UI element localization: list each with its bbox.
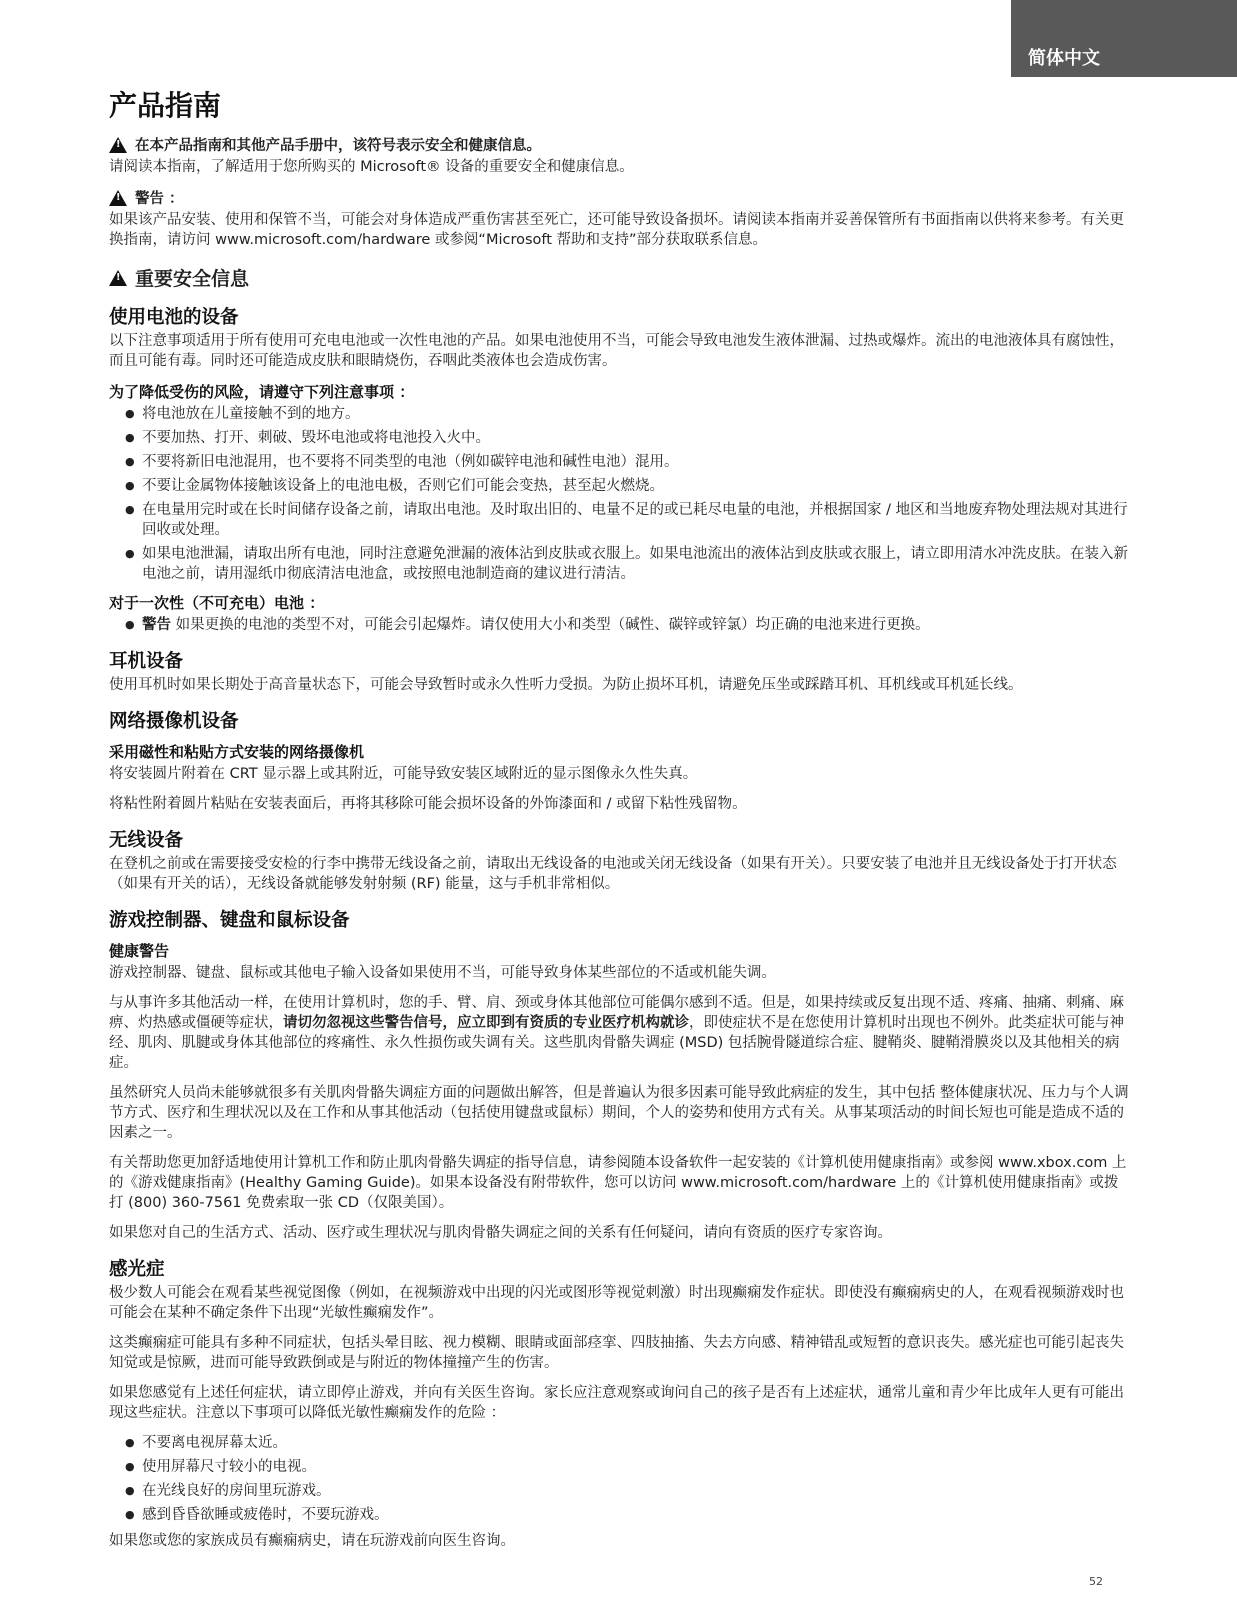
photo-text-1: 极少数人可能会在观看某些视觉图像（例如，在视频游戏中出现的闪光或图形等视觉刺激）时出现癫痫发作症状。即使没有癫痫病史的人，在观看视频游戏时也可能会在某种不确定条件下出现“光敏性癫痫发作”。	[109, 1285, 1124, 1321]
battery-text: 以下注意事项适用于所有使用可充电电池或一次性电池的产品。如果电池使用不当，可能会导致电池发生液体泄漏、过热或爆炸。流出的电池液体具有腐蚀性，而且可能有毒。同时还可能造成皮肤和眼睛烧伤，吞咽此类液体也会造成伤害。	[109, 333, 1124, 369]
gaming-heading: 游戏控制器、键盘和鼠标设备	[109, 910, 350, 931]
warning-icon	[109, 190, 127, 206]
warning-icon	[109, 137, 127, 153]
gaming-text-3: 虽然研究人员尚未能够就很多有关肌肉骨骼失调症方面的问题做出解答，但是普遍认为很多因素可能导致此病症的发生，其中包括 整体健康状况、压力与个人调节方式、医疗和生理状况以及在工作和从事其他活动（包括使用键盘或鼠标）期间，个人的姿势和使用方式有关。从事某项活动的时间长短也可能是造成不适的因素之一。	[109, 1085, 1129, 1141]
headset-text: 使用耳机时如果长期处于高音量状态下，可能会导致暂时或永久性听力受损。为防止损坏耳机，请避免压坐或踩踏耳机、耳机线或耳机延长线。	[109, 677, 1023, 693]
disposable-battery-heading: 对于一次性（不可充电）电池 ：	[109, 594, 325, 612]
webcam-heading: 网络摄像机设备	[109, 711, 239, 732]
intro-warning-text: 在本产品指南和其他产品手册中，该符号表示安全和健康信息。	[135, 138, 541, 154]
warning-label-line	[109, 187, 1129, 208]
health-warning-heading: 健康警告	[109, 942, 170, 960]
disposable-warning-label: 警告	[142, 617, 171, 633]
important-safety-label: 重要安全信息	[135, 268, 250, 290]
warning-icon	[109, 270, 127, 286]
list-item: ● 不要让金属物体接触该设备上的电池电极，否则它们可能会变热，甚至起火燃烧。	[125, 476, 1129, 496]
webcam-text-1: 将安装圆片附着在 CRT 显示器上或其附近，可能导致安装区域附近的显示图像永久性失真。	[109, 766, 698, 782]
page-number: 52	[1089, 1575, 1103, 1588]
headset-heading: 耳机设备	[109, 651, 184, 672]
list-item: ● 不要离电视屏幕太近。	[125, 1433, 1129, 1453]
wireless-heading: 无线设备	[109, 830, 184, 851]
photo-precautions-list	[109, 1433, 1129, 1525]
intro-text: 请阅读本指南，了解适用于您所购买的 Microsoft® 设备的重要安全和健康信息。	[109, 159, 634, 175]
list-item	[125, 615, 1129, 635]
wireless-text: 在登机之前或在需要接受安检的行李中携带无线设备之前，请取出无线设备的电池或关闭无线设备（如果有开关）。只要安装了电池并且无线设备处于打开状态（如果有开关的话），无线设备就能够发射射频 (RF) 能量，这与手机非常相似。	[109, 856, 1117, 892]
photo-text-3: 如果您感觉有上述任何症状，请立即停止游戏，并向有关医生咨询。家长应注意观察或询问自己的孩子是否有上述症状，通常儿童和青少年比成年人更有可能出现这些症状。注意以下事项可以降低光敏性癫痫发作的危险 ：	[109, 1385, 1124, 1421]
photo-text-2: 这类癫痫症可能具有多种不同症状，包括头晕目眩、视力模糊、眼睛或面部痉挛、四肢抽搐、失去方向感、精神错乱或短暂的意识丧失。感光症也可能引起丧失知觉或是惊厥，进而可能导致跌倒或是与附近的物体撞撞产生的伤害。	[109, 1335, 1124, 1371]
page-title: 产品指南	[109, 89, 222, 122]
list-item: ● 不要将新旧电池混用，也不要将不同类型的电池（例如碳锌电池和碱性电池）混用。	[125, 452, 1129, 472]
intro-warning	[109, 134, 1129, 155]
list-item: ● 在电量用完时或在长时间储存设备之前，请取出电池。及时取出旧的、电量不足的或已耗尽电量的电池，并根据国家 / 地区和当地废弃物处理法规对其进行回收或处理。	[125, 500, 1129, 540]
document-body	[109, 84, 1129, 1561]
photo-text-4: 如果您或您的家族成员有癫痫病史，请在玩游戏前向医生咨询。	[109, 1533, 515, 1549]
disposable-battery-list	[109, 615, 1129, 635]
gaming-text-2-bold: 请切勿忽视这些警告信号，应立即到有资质的专业医疗机构就诊	[283, 1015, 689, 1031]
gaming-text-4: 有关帮助您更加舒适地使用计算机工作和防止肌肉骨骼失调症的指导信息，请参阅随本设备软件一起安装的《计算机使用健康指南》或参阅 www.xbox.com 上的《游戏健康指南》(Healthy Gaming Guide)。如果本设备没有附带软件，您可以访问 www.microsoft.com/hardware 上的《计算机使用健康指南》或拨打 (800) 360-7561 免费索取一张 CD（仅限美国）。	[109, 1155, 1127, 1211]
list-item: ● 不要加热、打开、刺破、毁坏电池或将电池投入火中。	[125, 428, 1129, 448]
list-item: ● 使用屏幕尺寸较小的电视。	[125, 1457, 1129, 1477]
language-tab: 简体中文	[1011, 0, 1237, 77]
important-safety-title	[109, 264, 1129, 291]
warning-label: 警告 ：	[135, 191, 184, 207]
list-item: ● 如果电池泄漏，请取出所有电池，同时注意避免泄漏的液体沾到皮肤或衣服上。如果电池流出的液体沾到皮肤或衣服上，请立即用清水冲洗皮肤。在装入新电池之前，请用湿纸巾彻底清洁电池盒，或按照电池制造商的建议进行清洁。	[125, 544, 1129, 584]
list-item: ● 将电池放在儿童接触不到的地方。	[125, 404, 1129, 424]
gaming-text-5: 如果您对自己的生活方式、活动、医疗或生理状况与肌肉骨骼失调症之间的关系有任何疑问，请向有资质的医疗专家咨询。	[109, 1225, 892, 1241]
gaming-text-1: 游戏控制器、键盘、鼠标或其他电子输入设备如果使用不当，可能导致身体某些部位的不适或机能失调。	[109, 965, 776, 981]
gaming-text-2c: ，即使症状不是在您使用计算机时出现也不例外。此类症状可能与神经、肌肉、肌腱或身体其他部位的疼痛性、永久性损伤或失调有关。这些肌肉骨骼失调症 (MSD) 包括腕骨隧道综合症、腱鞘炎、腱鞘滑膜炎以及其他相关的病症。	[109, 1015, 1124, 1071]
battery-precautions-list	[109, 404, 1129, 584]
webcam-text-2: 将粘性附着圆片粘贴在安装表面后，再将其移除可能会损坏设备的外饰漆面和 / 或留下粘性残留物。	[109, 796, 747, 812]
battery-precautions-heading: 为了降低受伤的风险，请遵守下列注意事项 ：	[109, 383, 415, 401]
battery-heading: 使用电池的设备	[109, 307, 239, 328]
warning-text: 如果该产品安装、使用和保管不当，可能会对身体造成严重伤害甚至死亡，还可能导致设备损坏。请阅读本指南并妥善保管所有书面指南以供将来参考。有关更换指南，请访问 www.microsoft.com/hardware 或参阅“Microsoft 帮助和支持”部分获取联系信息。	[109, 212, 1124, 248]
list-item: ● 感到昏昏欲睡或疲倦时，不要玩游戏。	[125, 1505, 1129, 1525]
list-item: ● 在光线良好的房间里玩游戏。	[125, 1481, 1129, 1501]
gaming-text-2	[109, 993, 1129, 1073]
disposable-warning-text: 如果更换的电池的类型不对，可能会引起爆炸。请仅使用大小和类型（碱性、碳锌或锌氯）均正确的电池来进行更换。	[171, 617, 930, 633]
webcam-subheading: 采用磁性和粘贴方式安装的网络摄像机	[109, 743, 365, 761]
photosensitivity-heading: 感光症	[109, 1259, 165, 1280]
gaming-text-2a: 与从事许多其他活动一样，在使用计算机时，您的手、臂、肩、颈或身体其他部位可能偶尔感到不适。但是，如果持续或反复出现不适、疼痛、抽痛、刺痛、麻痹、灼热感或僵硬等症状，	[109, 995, 1124, 1031]
